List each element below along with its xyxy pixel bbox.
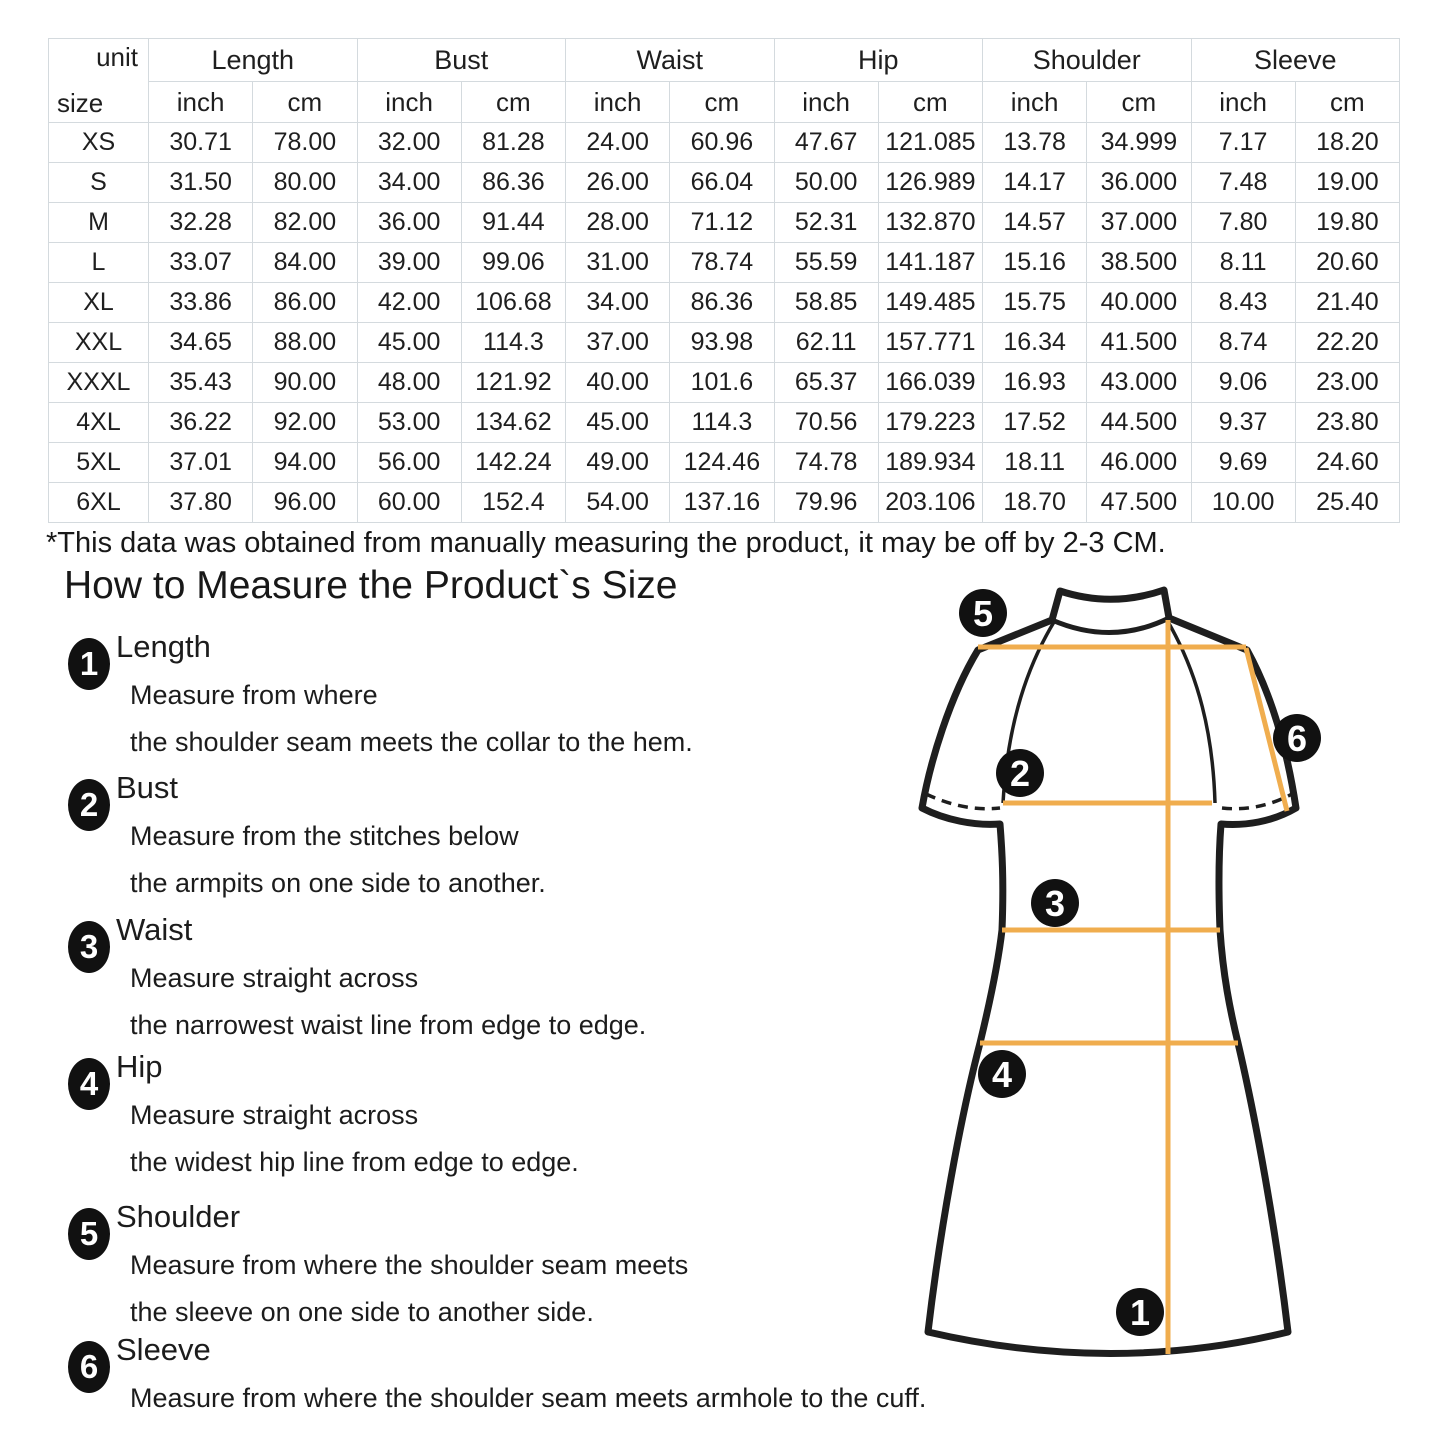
size-cell: 5XL [49, 443, 149, 483]
value-cell: 7.17 [1191, 123, 1295, 163]
table-row [49, 243, 1400, 283]
measure-item-label: Hip [116, 1049, 163, 1084]
value-cell: 106.68 [461, 283, 565, 323]
unit-header: cm [1087, 82, 1191, 123]
value-cell: 54.00 [566, 483, 670, 523]
value-cell: 37.000 [1087, 203, 1191, 243]
measure-item-number-badge: 6 [68, 1341, 110, 1393]
value-cell: 37.80 [149, 483, 253, 523]
value-cell: 81.28 [461, 123, 565, 163]
value-cell: 25.40 [1295, 483, 1399, 523]
value-cell: 16.34 [983, 323, 1087, 363]
value-cell: 24.60 [1295, 443, 1399, 483]
section-title: How to Measure the Product`s Size [64, 564, 678, 607]
value-cell: 74.78 [774, 443, 878, 483]
value-cell: 82.00 [253, 203, 357, 243]
unit-header: cm [461, 82, 565, 123]
value-cell: 13.78 [983, 123, 1087, 163]
value-cell: 45.00 [566, 403, 670, 443]
measure-item-description: Measure from the stitches below [130, 821, 519, 852]
size-cell: 6XL [49, 483, 149, 523]
value-cell: 60.96 [670, 123, 774, 163]
value-cell: 21.40 [1295, 283, 1399, 323]
value-cell: 28.00 [566, 203, 670, 243]
size-cell: L [49, 243, 149, 283]
value-cell: 42.00 [357, 283, 461, 323]
table-row [49, 283, 1400, 323]
value-cell: 34.999 [1087, 123, 1191, 163]
value-cell: 37.00 [566, 323, 670, 363]
value-cell: 96.00 [253, 483, 357, 523]
value-cell: 60.00 [357, 483, 461, 523]
measure-item-description: the narrowest waist line from edge to edge. [130, 1009, 647, 1040]
value-cell: 166.039 [878, 363, 982, 403]
table-row [49, 363, 1400, 403]
value-cell: 32.00 [357, 123, 461, 163]
value-cell: 23.80 [1295, 403, 1399, 443]
value-cell: 15.75 [983, 283, 1087, 323]
value-cell: 35.43 [149, 363, 253, 403]
measure-item-description: Measure from where [130, 680, 378, 711]
value-cell: 157.771 [878, 323, 982, 363]
size-cell: XL [49, 283, 149, 323]
value-cell: 14.17 [983, 163, 1087, 203]
svg-text:5: 5 [972, 593, 994, 634]
unit-header: inch [566, 82, 670, 123]
size-cell: 4XL [49, 403, 149, 443]
table-row [49, 163, 1400, 203]
value-cell: 55.59 [774, 243, 878, 283]
column-group-length: Length [149, 39, 358, 82]
value-cell: 99.06 [461, 243, 565, 283]
value-cell: 30.71 [149, 123, 253, 163]
value-cell: 8.11 [1191, 243, 1295, 283]
column-group-bust: Bust [357, 39, 566, 82]
value-cell: 18.20 [1295, 123, 1399, 163]
value-cell: 14.57 [983, 203, 1087, 243]
table-row [49, 403, 1400, 443]
measure-item-description: the shoulder seam meets the collar to the hem. [130, 726, 693, 757]
value-cell: 137.16 [670, 483, 774, 523]
value-cell: 78.74 [670, 243, 774, 283]
value-cell: 31.50 [149, 163, 253, 203]
size-cell: XS [49, 123, 149, 163]
unit-header: inch [1191, 82, 1295, 123]
value-cell: 16.93 [983, 363, 1087, 403]
value-cell: 114.3 [670, 403, 774, 443]
svg-text:2: 2 [1009, 753, 1031, 794]
measure-item-description: the armpits on one side to another. [130, 867, 546, 898]
marker-1 [1116, 1288, 1164, 1336]
value-cell: 37.01 [149, 443, 253, 483]
value-cell: 36.00 [357, 203, 461, 243]
value-cell: 149.485 [878, 283, 982, 323]
measure-item-description: Measure straight across [130, 1100, 419, 1131]
measure-item [68, 913, 646, 1040]
value-cell: 126.989 [878, 163, 982, 203]
measure-item-number-badge: 4 [68, 1058, 110, 1110]
value-cell: 19.80 [1295, 203, 1399, 243]
value-cell: 34.00 [357, 163, 461, 203]
dress-outline [922, 590, 1296, 1354]
value-cell: 52.31 [774, 203, 878, 243]
value-cell: 90.00 [253, 363, 357, 403]
value-cell: 44.500 [1087, 403, 1191, 443]
unit-header: inch [149, 82, 253, 123]
measure-item-label: Sleeve [116, 1332, 211, 1367]
marker-6 [1273, 714, 1321, 762]
value-cell: 7.48 [1191, 163, 1295, 203]
value-cell: 114.3 [461, 323, 565, 363]
value-cell: 71.12 [670, 203, 774, 243]
marker-3 [1031, 879, 1079, 927]
measure-item-description: Measure from where the shoulder seam meets [130, 1250, 689, 1281]
value-cell: 10.00 [1191, 483, 1295, 523]
svg-text:4: 4 [991, 1054, 1013, 1095]
measure-item-number-badge: 3 [68, 921, 110, 973]
value-cell: 49.00 [566, 443, 670, 483]
value-cell: 124.46 [670, 443, 774, 483]
table-row [49, 323, 1400, 363]
value-cell: 141.187 [878, 243, 982, 283]
value-cell: 34.65 [149, 323, 253, 363]
measure-item [68, 1050, 579, 1177]
value-cell: 134.62 [461, 403, 565, 443]
value-cell: 56.00 [357, 443, 461, 483]
value-cell: 33.07 [149, 243, 253, 283]
measure-item-description: Measure straight across [130, 963, 419, 994]
value-cell: 33.86 [149, 283, 253, 323]
value-cell: 86.00 [253, 283, 357, 323]
column-group-hip: Hip [774, 39, 983, 82]
value-cell: 84.00 [253, 243, 357, 283]
size-cell: XXL [49, 323, 149, 363]
value-cell: 39.00 [357, 243, 461, 283]
table-group-header-row [49, 39, 1400, 82]
size-table-body [49, 123, 1400, 523]
value-cell: 36.22 [149, 403, 253, 443]
marker-4 [978, 1050, 1026, 1098]
value-cell: 9.37 [1191, 403, 1295, 443]
value-cell: 34.00 [566, 283, 670, 323]
size-cell: M [49, 203, 149, 243]
measure-item-label: Shoulder [116, 1199, 241, 1234]
value-cell: 32.28 [149, 203, 253, 243]
value-cell: 19.00 [1295, 163, 1399, 203]
value-cell: 31.00 [566, 243, 670, 283]
value-cell: 18.11 [983, 443, 1087, 483]
value-cell: 9.06 [1191, 363, 1295, 403]
size-cell: XXXL [49, 363, 149, 403]
value-cell: 38.500 [1087, 243, 1191, 283]
unit-header: inch [357, 82, 461, 123]
unit-header: cm [1295, 82, 1399, 123]
measure-item-description: the sleeve on one side to another side. [130, 1296, 594, 1327]
measure-item-label: Bust [116, 770, 179, 805]
value-cell: 58.85 [774, 283, 878, 323]
value-cell: 23.00 [1295, 363, 1399, 403]
value-cell: 50.00 [774, 163, 878, 203]
table-row [49, 443, 1400, 483]
marker-5 [959, 589, 1007, 637]
value-cell: 45.00 [357, 323, 461, 363]
unit-size-corner-cell [49, 39, 149, 123]
value-cell: 86.36 [670, 283, 774, 323]
value-cell: 93.98 [670, 323, 774, 363]
value-cell: 78.00 [253, 123, 357, 163]
unit-header: cm [878, 82, 982, 123]
value-cell: 7.80 [1191, 203, 1295, 243]
value-cell: 86.36 [461, 163, 565, 203]
value-cell: 41.500 [1087, 323, 1191, 363]
value-cell: 203.106 [878, 483, 982, 523]
column-group-shoulder: Shoulder [983, 39, 1192, 82]
value-cell: 79.96 [774, 483, 878, 523]
measure-item-number-badge: 5 [68, 1208, 110, 1260]
column-group-waist: Waist [566, 39, 775, 82]
value-cell: 88.00 [253, 323, 357, 363]
table-row [49, 123, 1400, 163]
table-row [49, 203, 1400, 243]
unit-header: cm [670, 82, 774, 123]
measure-item-label: Length [116, 629, 211, 664]
size-cell: S [49, 163, 149, 203]
value-cell: 142.24 [461, 443, 565, 483]
svg-text:6: 6 [1286, 718, 1308, 759]
table-unit-header-row [49, 82, 1400, 123]
value-cell: 47.500 [1087, 483, 1191, 523]
value-cell: 179.223 [878, 403, 982, 443]
measure-item-number-badge: 2 [68, 779, 110, 831]
measure-item-description: Measure from where the shoulder seam meets armhole to the cuff. [130, 1383, 927, 1414]
value-cell: 15.16 [983, 243, 1087, 283]
table-row [49, 483, 1400, 523]
value-cell: 26.00 [566, 163, 670, 203]
value-cell: 101.6 [670, 363, 774, 403]
value-cell: 8.43 [1191, 283, 1295, 323]
value-cell: 132.870 [878, 203, 982, 243]
value-cell: 40.00 [566, 363, 670, 403]
measure-item [68, 1200, 688, 1327]
value-cell: 121.085 [878, 123, 982, 163]
value-cell: 47.67 [774, 123, 878, 163]
unit-header: inch [774, 82, 878, 123]
value-cell: 22.20 [1295, 323, 1399, 363]
column-group-sleeve: Sleeve [1191, 39, 1400, 82]
corner-unit-label: unit [96, 42, 138, 72]
value-cell: 94.00 [253, 443, 357, 483]
unit-header: cm [253, 82, 357, 123]
value-cell: 152.4 [461, 483, 565, 523]
measure-item [68, 630, 693, 757]
value-cell: 53.00 [357, 403, 461, 443]
value-cell: 36.000 [1087, 163, 1191, 203]
value-cell: 24.00 [566, 123, 670, 163]
value-cell: 70.56 [774, 403, 878, 443]
measure-item [68, 1333, 926, 1414]
measure-item-label: Waist [116, 912, 193, 947]
value-cell: 91.44 [461, 203, 565, 243]
value-cell: 17.52 [983, 403, 1087, 443]
value-cell: 40.000 [1087, 283, 1191, 323]
value-cell: 66.04 [670, 163, 774, 203]
measure-item [68, 771, 546, 898]
dress-measurement-diagram [890, 580, 1360, 1400]
value-cell: 80.00 [253, 163, 357, 203]
svg-text:1: 1 [1129, 1292, 1151, 1333]
measurement-disclaimer-note: *This data was obtained from manually measuring the product, it may be off by 2-3 CM. [46, 527, 1166, 559]
svg-text:3: 3 [1044, 883, 1066, 924]
value-cell: 48.00 [357, 363, 461, 403]
value-cell: 8.74 [1191, 323, 1295, 363]
measure-item-number-badge: 1 [68, 638, 110, 690]
value-cell: 189.934 [878, 443, 982, 483]
value-cell: 20.60 [1295, 243, 1399, 283]
value-cell: 9.69 [1191, 443, 1295, 483]
value-cell: 43.000 [1087, 363, 1191, 403]
marker-2 [996, 749, 1044, 797]
value-cell: 65.37 [774, 363, 878, 403]
value-cell: 18.70 [983, 483, 1087, 523]
value-cell: 46.000 [1087, 443, 1191, 483]
value-cell: 121.92 [461, 363, 565, 403]
value-cell: 62.11 [774, 323, 878, 363]
measure-item-description: the widest hip line from edge to edge. [130, 1146, 579, 1177]
value-cell: 92.00 [253, 403, 357, 443]
size-chart-table [48, 38, 1400, 523]
unit-header: inch [983, 82, 1087, 123]
corner-size-label: size [57, 88, 104, 118]
